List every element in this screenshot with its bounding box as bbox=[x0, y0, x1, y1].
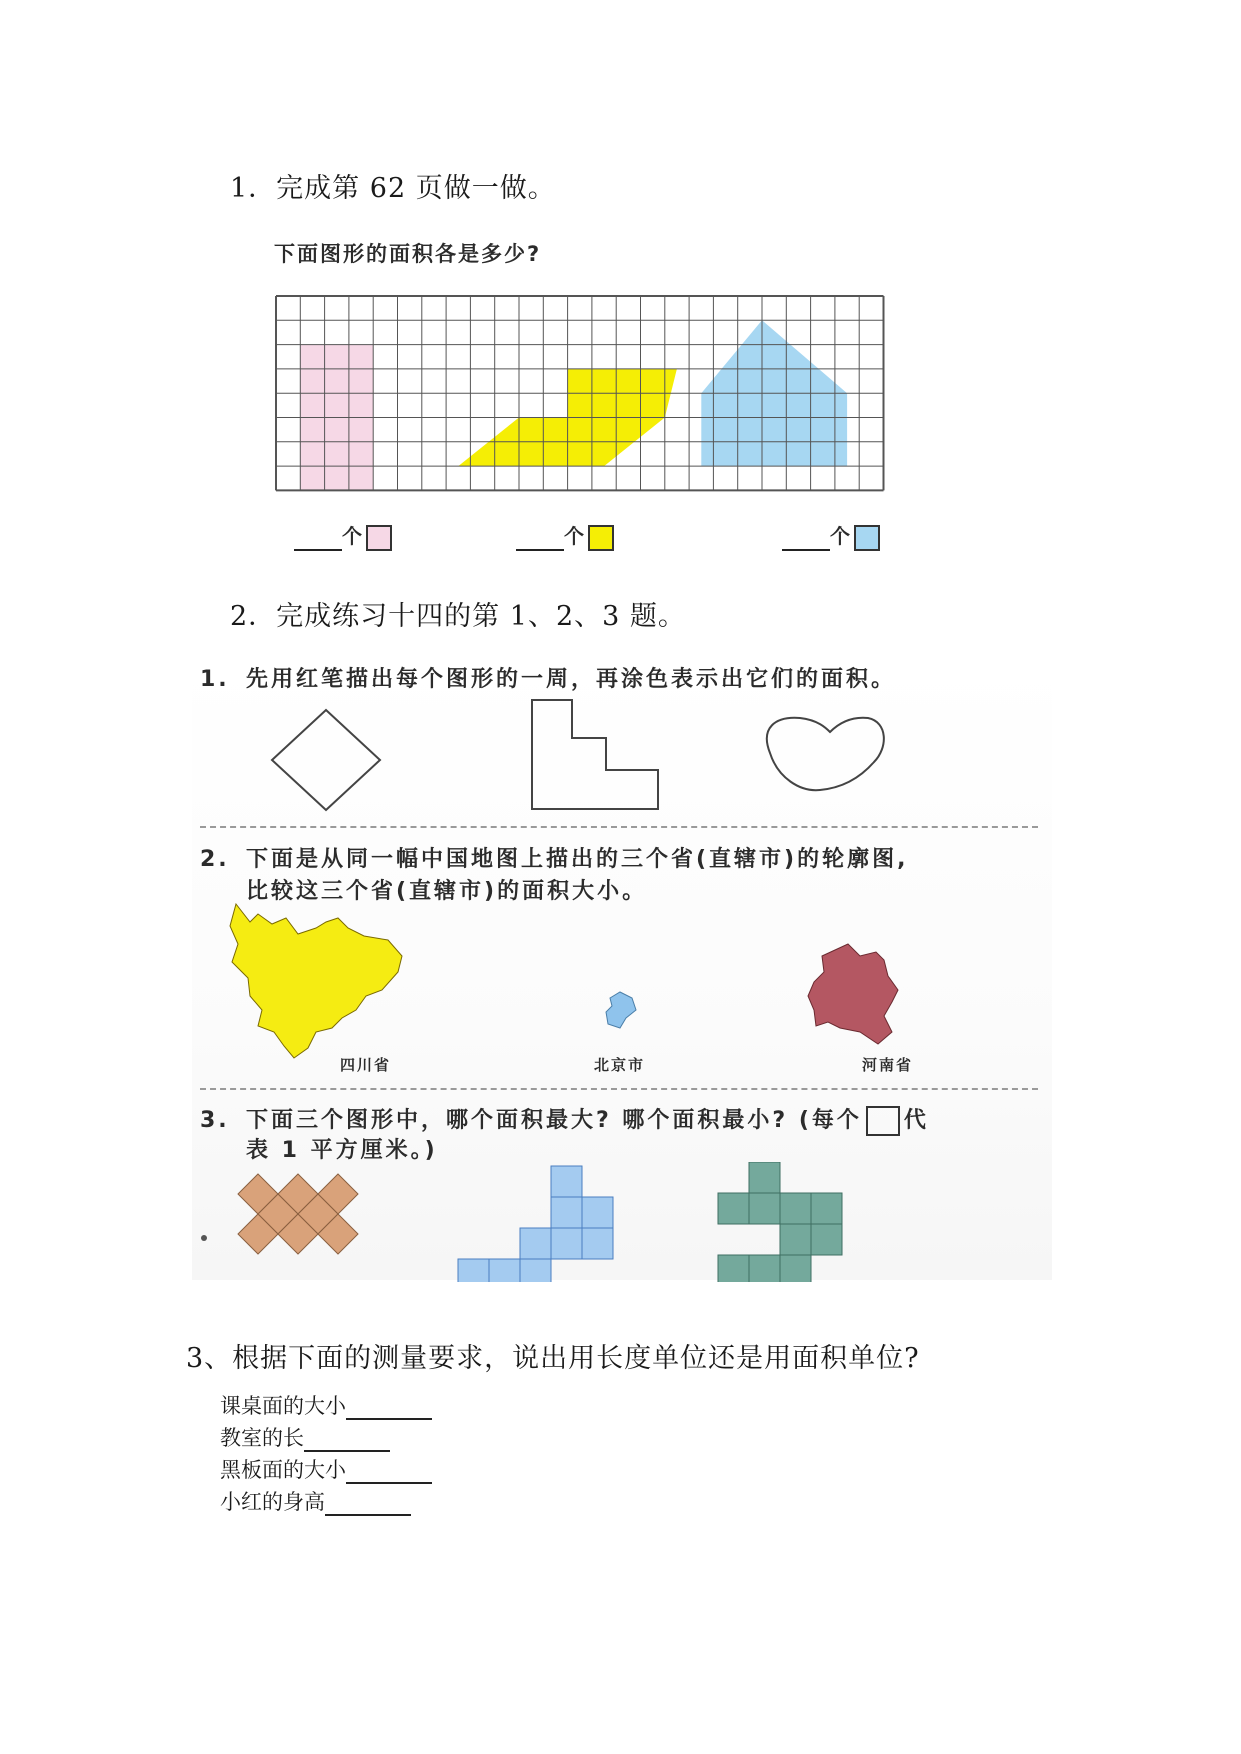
item-label: 课桌面的大小 bbox=[220, 1394, 346, 1418]
blue-square-icon bbox=[854, 525, 880, 551]
square-unit-icon bbox=[866, 1106, 900, 1136]
blue-squares-shape bbox=[458, 1166, 613, 1282]
answer-blank[interactable] bbox=[325, 1492, 411, 1516]
teal-squares-shape bbox=[718, 1162, 842, 1282]
answer-unit: 个 bbox=[342, 524, 364, 548]
answer-3 bbox=[782, 520, 880, 551]
section1-heading: 1．完成第 62 页做一做。 bbox=[230, 173, 556, 204]
answer-blank[interactable] bbox=[782, 527, 830, 551]
henan-map-shape bbox=[808, 944, 898, 1044]
list-item bbox=[220, 1390, 432, 1420]
q1-shapes bbox=[270, 698, 890, 823]
q2-text bbox=[200, 844, 908, 908]
answer-blank[interactable] bbox=[294, 527, 342, 551]
list-item bbox=[220, 1422, 390, 1452]
q3-number: 3. bbox=[200, 1108, 230, 1133]
answer-blank[interactable] bbox=[516, 527, 564, 551]
heart-shape bbox=[767, 718, 884, 790]
q1-text bbox=[200, 662, 896, 693]
map-label-henan: 河南省 bbox=[862, 1056, 914, 1074]
section2-heading: 2．完成练习十四的第 1、2、3 题。 bbox=[230, 601, 686, 632]
tan-diamond-shape bbox=[238, 1174, 358, 1254]
yellow-square-icon bbox=[588, 525, 614, 551]
answer-2 bbox=[516, 520, 614, 551]
answer-unit: 个 bbox=[830, 524, 852, 548]
q3-shapes bbox=[200, 1162, 960, 1282]
item-label: 黑板面的大小 bbox=[220, 1458, 346, 1482]
item-label: 小红的身高 bbox=[220, 1490, 325, 1514]
section1-subtitle: 下面图形的面积各是多少? bbox=[274, 242, 542, 266]
answer-blank[interactable] bbox=[346, 1396, 432, 1420]
q3-line2: 表 1 平方厘米。) bbox=[246, 1138, 438, 1163]
section3-heading: 3、根据下面的测量要求，说出用长度单位还是用面积单位? bbox=[186, 1343, 920, 1374]
q3-line1-end: 代 bbox=[903, 1108, 929, 1133]
q3-line1: 下面三个图形中，哪个面积最大? 哪个面积最小? (每个 bbox=[246, 1108, 862, 1133]
beijing-map-shape bbox=[606, 992, 636, 1028]
q3-text bbox=[200, 1106, 929, 1166]
q2-line2: 比较这三个省(直辖市)的面积大小。 bbox=[246, 879, 648, 904]
item-label: 教室的长 bbox=[220, 1426, 304, 1450]
q1-prompt: 先用红笔描出每个图形的一周，再涂色表示出它们的面积。 bbox=[246, 667, 897, 692]
answer-blank[interactable] bbox=[346, 1460, 432, 1484]
answer-1 bbox=[294, 520, 392, 551]
q2-number: 2. bbox=[200, 847, 230, 872]
answer-blank[interactable] bbox=[304, 1428, 390, 1452]
q2-line1: 下面是从同一幅中国地图上描出的三个省(直辖市)的轮廓图, bbox=[246, 847, 909, 872]
list-item bbox=[220, 1454, 432, 1484]
area-grid-figure bbox=[274, 294, 968, 512]
answer-unit: 个 bbox=[564, 524, 586, 548]
divider bbox=[200, 1088, 1038, 1090]
diamond-shape bbox=[272, 710, 380, 810]
q2-maps bbox=[228, 900, 978, 1080]
pink-square-icon bbox=[366, 525, 392, 551]
list-item bbox=[220, 1486, 411, 1516]
sichuan-map-shape bbox=[230, 904, 402, 1058]
divider bbox=[200, 826, 1038, 828]
dot-mark bbox=[201, 1235, 207, 1241]
q1-number: 1. bbox=[200, 667, 230, 692]
map-label-sichuan: 四川省 bbox=[340, 1056, 392, 1074]
staircase-shape bbox=[532, 700, 658, 809]
map-label-beijing: 北京市 bbox=[594, 1056, 646, 1074]
